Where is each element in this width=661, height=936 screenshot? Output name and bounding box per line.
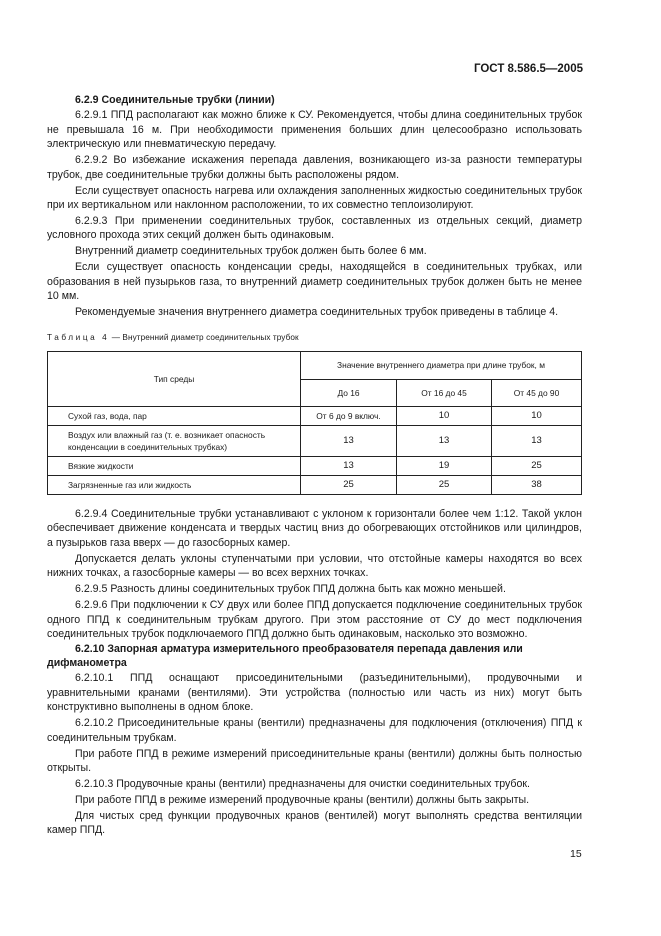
- table-cell: 10: [492, 407, 582, 426]
- paragraph: Допускается делать уклоны ступенчатыми при условии, что отстойные камеры находятся во всех нижних точках, а газосборные камеры — во всех верхних точках.: [47, 552, 582, 580]
- section-heading-6-2-9: 6.2.9 Соединительные трубки (линии): [75, 94, 275, 106]
- table-cell: 13: [301, 426, 397, 457]
- paragraph: Если существует опасность нагрева или охлаждения заполненных жидкостью соединительных трубок при их вертикальном или наклонном расположении, то их совместно теплоизолируют.: [47, 184, 582, 212]
- table-cell: 13: [301, 457, 397, 476]
- paragraph: При работе ППД в режиме измерений присоединительные краны (вентили) должны быть полностью открыты.: [47, 747, 582, 774]
- paragraph: Рекомендуемые значения внутреннего диаметра соединительных трубок приведены в таблице 4.: [75, 306, 559, 319]
- table-cell: 25: [301, 476, 397, 495]
- col-header-type: Тип среды: [48, 352, 301, 407]
- section-heading-6-2-10: 6.2.10 Запорная арматура измерительного преобразователя перепада давления или дифманометра: [47, 642, 523, 669]
- paragraph: 6.2.9.5 Разность длины соединительных трубок ППД должна быть как можно меньшей.: [75, 583, 506, 596]
- row-label: Загрязненные газ или жидкость: [48, 476, 301, 495]
- table-row: [48, 426, 582, 457]
- table-row: [48, 476, 582, 495]
- table-cell: 25: [492, 457, 582, 476]
- table-cell: 13: [492, 426, 582, 457]
- paragraph: Если существует опасность конденсации среды, находящейся в соединительных трубках, или образования в ней пузырьков газа, то внутренний диаметр соединительных трубок должен быть не менее 10 мм.: [47, 261, 582, 303]
- paragraph: 6.2.9.1 ППД располагают как можно ближе к СУ. Рекомендуется, чтобы длина соединительных трубок не превышала 16 м. При необходимости применения больших длин целесообразно использовать электрическую или пневматическую передачу.: [47, 109, 582, 151]
- page-body: [47, 93, 582, 838]
- table-cell: 38: [492, 476, 582, 495]
- paragraph: При работе ППД в режиме измерений продувочные краны (вентили) должны быть закрыты.: [75, 793, 530, 806]
- page-number: 15: [570, 848, 582, 860]
- standard-code: ГОСТ 8.586.5—2005: [473, 63, 583, 75]
- subheader-cell: От 45 до 90: [492, 380, 582, 407]
- row-label: Воздух или влажный газ (т. е. возникает опасность конденсации в соединительных трубках): [48, 426, 301, 457]
- table-cell: 13: [397, 426, 492, 457]
- table-cell: 19: [397, 457, 492, 476]
- col-header-group: Значение внутреннего диаметра при длине трубок, м: [301, 352, 582, 380]
- subheader-cell: До 16: [301, 380, 397, 407]
- row-label: Сухой газ, вода, пар: [48, 407, 301, 426]
- diameter-table: [47, 351, 582, 495]
- paragraph: 6.2.9.6 При подключении к СУ двух или более ППД допускается подключение соединительных трубок одного ППД к соединительным трубкам другого. При этом расстояние от СУ до мест подключения соединительных трубок подключаемого ППД должно быть одинаковым, насколько это возможно.: [47, 599, 582, 641]
- table-row: [48, 457, 582, 476]
- row-label: Вязкие жидкости: [48, 457, 301, 476]
- paragraph: 6.2.10.3 Продувочные краны (вентили) предназначены для очистки соединительных трубок.: [75, 777, 530, 790]
- table-cell: 10: [397, 407, 492, 426]
- subheader-cell: От 16 до 45: [397, 380, 492, 407]
- paragraph: 6.2.10.2 Присоединительные краны (вентили) предназначены для подключения (отключения) ППД к соединительным трубкам.: [47, 717, 582, 744]
- paragraph: 6.2.10.1 ППД оснащают присоединительными (разъединительными), продувочными и уравнительными кранами (вентилями). Эти устройства (полностью или часть из них) могут быть конструктивно выполнены в одном блоке.: [47, 672, 582, 714]
- table-header-row: [48, 352, 582, 380]
- section-after-table: [47, 507, 582, 838]
- table-caption-text: — Внутренний диаметр соединительных трубок: [109, 332, 299, 342]
- paragraph: Внутренний диаметр соединительных трубок должен быть более 6 мм.: [75, 245, 427, 258]
- paragraph: 6.2.9.3 При применении соединительных трубок, составленных из отдельных секций, диаметр условного прохода этих секций должен быть одинаковым.: [47, 215, 582, 242]
- paragraph: 6.2.9.2 Во избежание искажения перепада давления, возникающего из-за разности температуры трубок, две соединительные трубки должны быть расположены рядом.: [47, 154, 582, 181]
- paragraph: Для чистых сред функции продувочных кранов (вентилей) могут выполнять средства вентиляции камер ППД.: [47, 809, 582, 837]
- table-cell: От 6 до 9 включ.: [301, 407, 397, 426]
- table-row: [48, 407, 582, 426]
- table-caption: [47, 331, 582, 345]
- table-cell: 25: [397, 476, 492, 495]
- table-caption-label: Таблица 4: [47, 332, 110, 342]
- paragraph: 6.2.9.4 Соединительные трубки устанавливают с уклоном к горизонтали более чем 1:12. Такой уклон обеспечивает движение конденсата и твердых частиц вниз до обогревающих отстойников или цилиндров, а пузырьков газа вверх — до газосборных камер.: [47, 508, 582, 549]
